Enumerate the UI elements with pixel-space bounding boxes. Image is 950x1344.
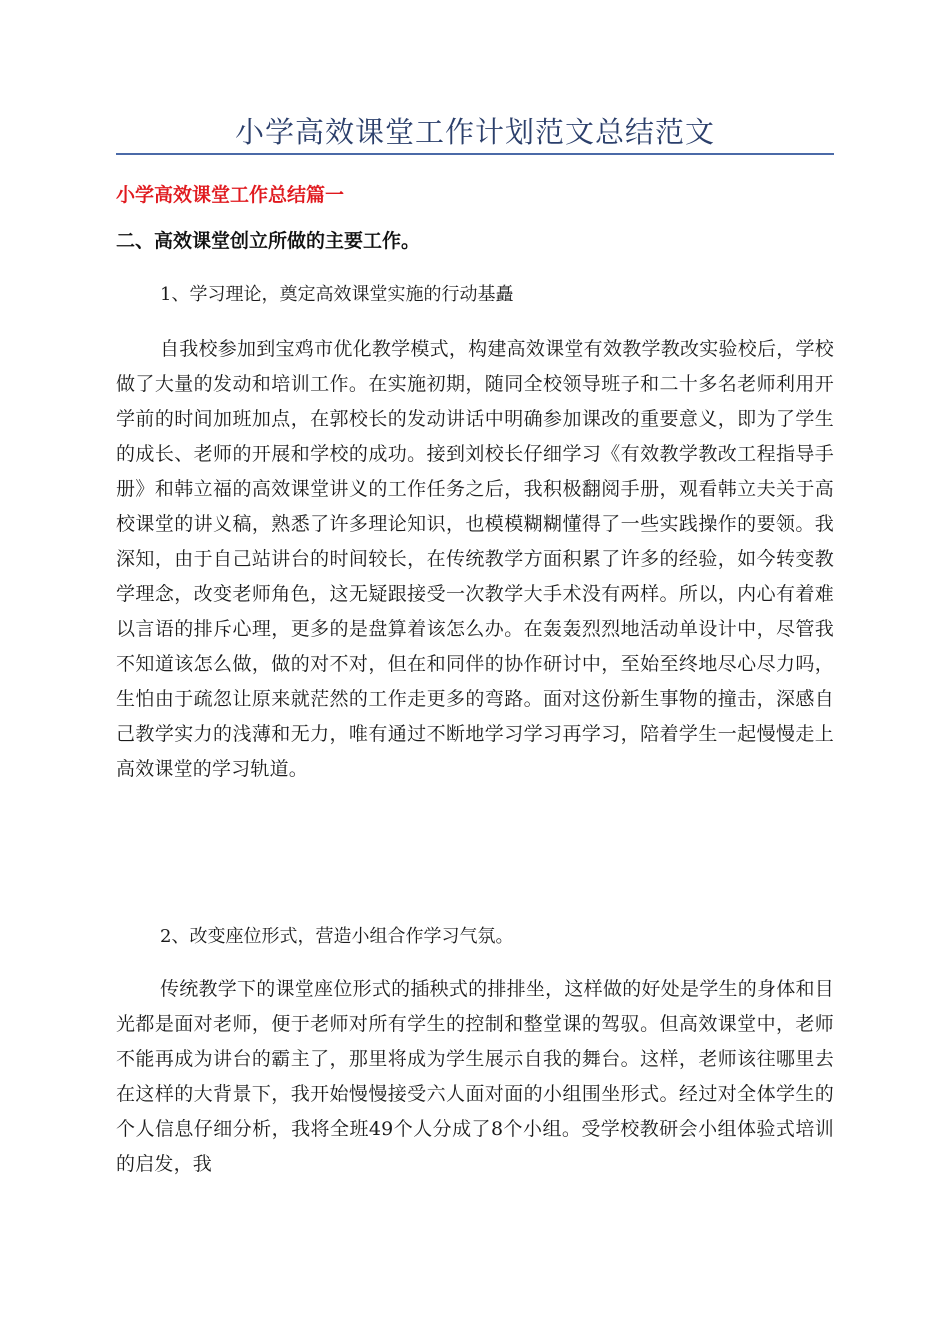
item-heading-1: 1、学习理论，奠定高效课堂实施的行动基矗 bbox=[160, 284, 514, 305]
title-underline bbox=[116, 153, 834, 155]
item-heading-2: 2、改变座位形式，营造小组合作学习气氛。 bbox=[160, 926, 514, 947]
document-title: 小学高效课堂工作计划范文总结范文 bbox=[234, 115, 715, 149]
sub-heading: 二、高效课堂创立所做的主要工作。 bbox=[116, 230, 421, 252]
section-heading: 小学高效课堂工作总结篇一 bbox=[116, 184, 345, 206]
body-paragraph-1: 自我校参加到宝鸡市优化教学模式，构建高效课堂有效教学教改实验校后，学校做了大量的发动和培训工作。在实施初期，随同全校领导班子和二十多名老师利用开学前的时间加班加点，在郭校长的发动讲话中明确参加课改的重要意义，即为了学生的成长、老师的开展和学校的成功。接到刘校长仔细学习《有效教学教改工程指导手册》和韩立福的高效课堂讲义的工作任务之后，我积极翻阅手册，观看韩立夫关于高校课堂的讲义稿，熟悉了许多理论知识，也模模糊糊懂得了一些实践操作的要领。我深知，由于自己站讲台的时间较长，在传统教学方面积累了许多的经验，如今转变教学理念，改变老师角色，这无疑跟接受一次教学大手术没有两样。所以，内心有着难以言语的排斥心理，更多的是盘算着该怎么办。在轰轰烈烈地活动单设计中，尽管我不知道该怎么做，做的对不对，但在和同伴的协作研讨中，至始至终地尽心尽力吗，生怕由于疏忽让原来就茫然的工作走更多的弯路。面对这份新生事物的撞击，深感自己教学实力的浅薄和无力，唯有通过不断地学习学习再学习，陪着学生一起慢慢走上高效课堂的学习轨道。 bbox=[116, 338, 834, 780]
body-paragraph-2: 传统教学下的课堂座位形式的插秧式的排排坐，这样做的好处是学生的身体和目光都是面对老师，便于老师对所有学生的控制和整堂课的驾驭。但高效课堂中，老师不能再成为讲台的霸主了，那里将成为学生展示自我的舞台。这样，老师该往哪里去在这样的大背景下，我开始慢慢接受六人面对面的小组围坐形式。经过对全体学生的个人信息仔细分析，我将全班49个人分成了8个小组。受学校教研会小组体验式培训的启发，我 bbox=[116, 978, 834, 1175]
